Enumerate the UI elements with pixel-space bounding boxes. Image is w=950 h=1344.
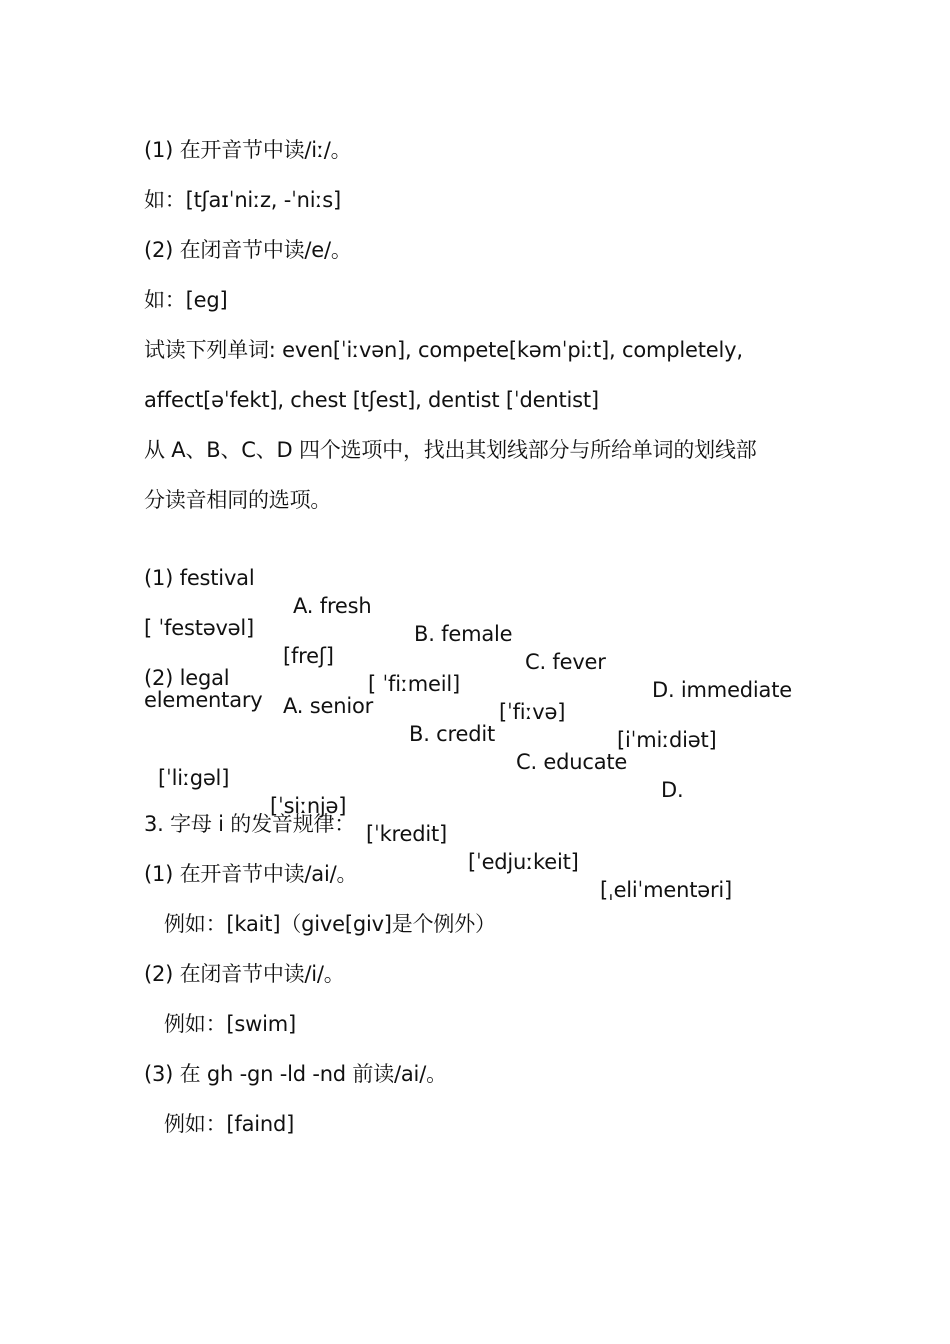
question-2-option-a: A. senior — [283, 694, 374, 718]
question-2-option-c: C. educate — [516, 750, 628, 774]
question-2-option-a-phonetic: [ˈsiːnjə] — [270, 794, 347, 818]
example-e-open: 如：[tʃaɪˈniːz, -ˈniːs] — [144, 188, 342, 212]
question-1-stem: (1) festival — [144, 566, 255, 590]
question-1-option-b-phonetic: [ ˈfiːmeil] — [368, 672, 460, 696]
rule-i-before-clusters: (3) 在 gh -gn -ld -nd 前读/ai/。 — [144, 1062, 447, 1086]
example-i-closed: 例如：[swim] — [164, 1012, 296, 1036]
question-1-stem-phonetic: [ ˈfestəvəl] — [144, 616, 255, 640]
rule-i-closed-syllable: (2) 在闭音节中读/i/。 — [144, 962, 345, 986]
rule-e-closed-syllable: (2) 在闭音节中读/e/。 — [144, 238, 352, 262]
practice-words-line2: affect[əˈfekt], chest [tʃest], dentist [ˈdentist] — [144, 388, 599, 412]
question-2-option-b-phonetic: [ˈkredit] — [366, 822, 448, 846]
rule-i-open-syllable: (1) 在开音节中读/ai/。 — [144, 862, 358, 886]
example-i-clusters: 例如：[faind] — [164, 1112, 295, 1136]
question-2-option-b: B. credit — [409, 722, 495, 746]
exercise-instruction-line2: 分读音相同的选项。 — [144, 488, 332, 512]
question-2-stem-phonetic: [ˈliːgəl] — [158, 766, 230, 790]
question-1-option-a-phonetic: [freʃ] — [283, 644, 334, 668]
example-e-closed: 如：[eg] — [144, 288, 228, 312]
rule-e-open-syllable: (1) 在开音节中读/iː/。 — [144, 138, 352, 162]
question-2-option-d-label: D. — [661, 778, 684, 802]
question-1-option-b: B. female — [414, 622, 513, 646]
example-i-open: 例如：[kait]（give[giv]是个例外） — [164, 912, 496, 936]
practice-words-line1: 试读下列单词: even[ˈiːvən], compete[kəmˈpiːt], completely, — [144, 338, 743, 362]
question-2-option-c-phonetic: [ˈedjuːkeit] — [468, 850, 579, 874]
section-heading-letter-i: 3. 字母 i 的发音规律： — [144, 812, 356, 836]
question-2-stem: (2) legal — [144, 666, 230, 690]
question-1-option-d: D. immediate — [652, 678, 792, 702]
question-1-option-c-phonetic: [ˈfiːvə] — [499, 700, 566, 724]
question-1-option-a: A. fresh — [293, 594, 372, 618]
question-2-option-d-word: elementary — [144, 688, 263, 712]
question-2-option-d-phonetic: [ˌeliˈmentəri] — [600, 878, 733, 902]
question-1-option-c: C. fever — [525, 650, 606, 674]
question-1-option-d-phonetic: [iˈmiːdiət] — [617, 728, 717, 752]
exercise-instruction-line1: 从 A、B、C、D 四个选项中，找出其划线部分与所给单词的划线部 — [144, 438, 757, 462]
